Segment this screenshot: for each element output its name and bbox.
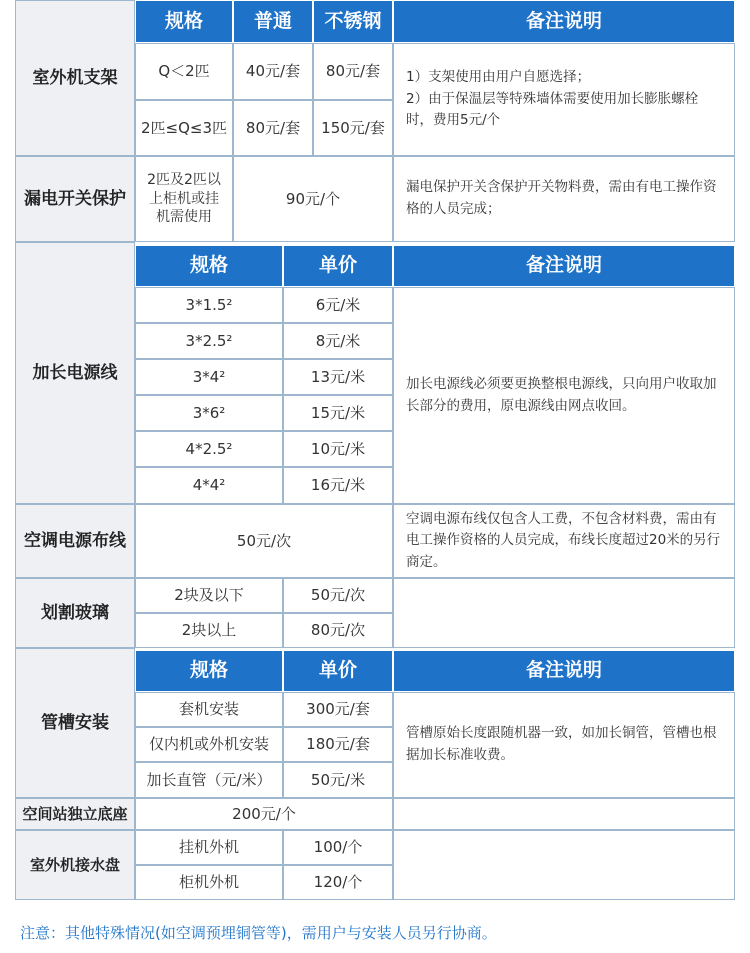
duct-header-price: 单价	[283, 650, 393, 692]
bracket-spec-1: Q＜2匹	[135, 43, 233, 100]
base-price: 200元/个	[135, 798, 393, 830]
duct-spec-1: 套机安装	[135, 692, 283, 727]
bracket-spec-2: 2匹≤Q≤3匹	[135, 100, 233, 156]
bracket-stainless-1: 80元/套	[313, 43, 393, 100]
category-drip-tray: 室外机接水盘	[15, 830, 135, 900]
cable-spec-5: 4*2.5²	[135, 431, 283, 467]
base-note-empty	[393, 798, 735, 830]
cable-spec-3: 3*4²	[135, 359, 283, 395]
cable-price-6: 16元/米	[283, 467, 393, 504]
duct-note: 管槽原始长度跟随机器一致，如加长铜管，管槽也根据加长标准收费。	[393, 692, 735, 798]
footer-notice: 注意：其他特殊情况(如空调预埋铜管等)，需用户与安装人员另行协商。	[20, 924, 497, 942]
category-duct-install: 管槽安装	[15, 648, 135, 798]
duct-spec-3: 加长直管（元/米）	[135, 762, 283, 798]
duct-price-3: 50元/米	[283, 762, 393, 798]
cable-spec-1: 3*1.5²	[135, 287, 283, 323]
cable-header-price: 单价	[283, 245, 393, 287]
bracket-normal-2: 80元/套	[233, 100, 313, 156]
header-stainless: 不锈钢	[313, 0, 393, 43]
cable-price-4: 15元/米	[283, 395, 393, 431]
tray-note-empty	[393, 830, 735, 900]
cable-spec-6: 4*4²	[135, 467, 283, 504]
bracket-normal-1: 40元/套	[233, 43, 313, 100]
category-glass-cutting: 划割玻璃	[15, 578, 135, 648]
category-outdoor-bracket: 室外机支架	[15, 0, 135, 156]
leakage-note: 漏电保护开关含保护开关物料费，需由有电工操作资格的人员完成；	[393, 156, 735, 242]
cable-note: 加长电源线必须要更换整根电源线，只向用户收取加长部分的费用，原电源线由网点收回。	[393, 287, 735, 504]
cable-header-spec: 规格	[135, 245, 283, 287]
header-note: 备注说明	[393, 0, 735, 43]
category-extension-cable: 加长电源线	[15, 242, 135, 504]
price-table	[15, 0, 735, 900]
cable-spec-2: 3*2.5²	[135, 323, 283, 359]
leakage-spec: 2匹及2匹以上柜机或挂机需使用	[135, 156, 233, 242]
duct-header-note: 备注说明	[393, 650, 735, 692]
header-normal: 普通	[233, 0, 313, 43]
category-power-wiring: 空调电源布线	[15, 504, 135, 578]
tray-price-2: 120/个	[283, 865, 393, 900]
bracket-note: 1）支架使用由用户自愿选择； 2）由于保温层等特殊墙体需要使用加长膨胀螺栓时，费用5元/个	[393, 43, 735, 156]
wiring-note: 空调电源布线仅包含人工费，不包含材料费，需由有电工操作资格的人员完成，布线长度超过20米的另行商定。	[393, 504, 735, 578]
duct-spec-2: 仅内机或外机安装	[135, 727, 283, 762]
cable-price-2: 8元/米	[283, 323, 393, 359]
glass-price-1: 50元/次	[283, 578, 393, 613]
category-standalone-base: 空间站独立底座	[15, 798, 135, 830]
cable-header-note: 备注说明	[393, 245, 735, 287]
bracket-stainless-2: 150元/套	[313, 100, 393, 156]
leakage-price: 90元/个	[233, 156, 393, 242]
wiring-price: 50元/次	[135, 504, 393, 578]
category-leakage-switch: 漏电开关保护	[15, 156, 135, 242]
cable-price-1: 6元/米	[283, 287, 393, 323]
header-spec: 规格	[135, 0, 233, 43]
tray-spec-2: 柜机外机	[135, 865, 283, 900]
duct-header-spec: 规格	[135, 650, 283, 692]
glass-spec-1: 2块及以下	[135, 578, 283, 613]
tray-spec-1: 挂机外机	[135, 830, 283, 865]
glass-spec-2: 2块以上	[135, 613, 283, 648]
tray-price-1: 100/个	[283, 830, 393, 865]
glass-price-2: 80元/次	[283, 613, 393, 648]
cable-spec-4: 3*6²	[135, 395, 283, 431]
cable-price-5: 10元/米	[283, 431, 393, 467]
cable-price-3: 13元/米	[283, 359, 393, 395]
glass-note-empty	[393, 578, 735, 648]
duct-price-2: 180元/套	[283, 727, 393, 762]
duct-price-1: 300元/套	[283, 692, 393, 727]
